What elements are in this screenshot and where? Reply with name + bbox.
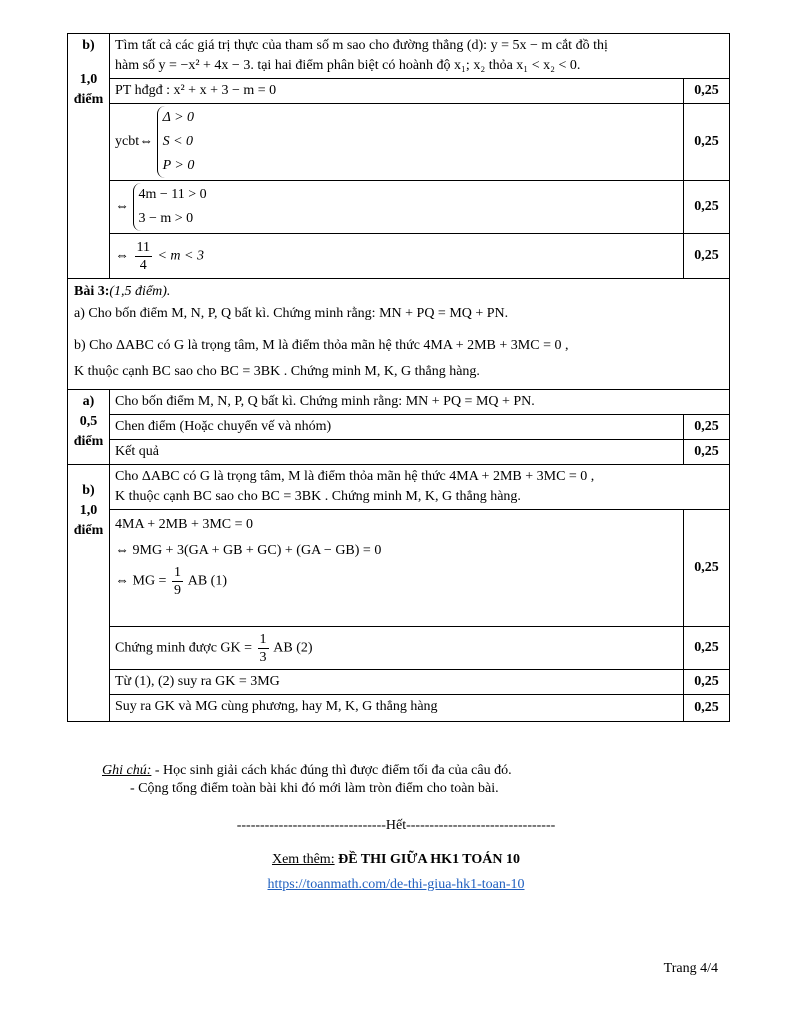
q2b-step4 — [110, 234, 684, 279]
bai3-part-b-line1: b) Cho ΔABC có G là trọng tâm, M là điểm thỏa mãn hệ thức 4MA + 2MB + 3MC = 0 , — [74, 338, 569, 353]
q3a-label: a) — [82, 394, 95, 409]
q2b-step3 — [110, 181, 684, 234]
q2b-step3-cond-2: 3 − m > 0 — [138, 211, 194, 226]
q3b-eq5: Từ (1), (2) suy ra GK = 3MG — [110, 670, 684, 695]
q2b-step2-system — [157, 106, 195, 178]
q3b-eq4-den: 3 — [259, 649, 267, 665]
q2b-step2-cond-1: Δ > 0 — [162, 110, 195, 125]
q2b-label: b) — [82, 38, 95, 53]
q3b-derivation — [110, 510, 684, 627]
q3a-step2: Kết quả — [110, 440, 684, 465]
footnote-line1 — [102, 762, 512, 780]
q3b-eq3-pre: ⇔ MG = — [115, 573, 167, 589]
page-number: Trang 4/4 — [663, 961, 718, 976]
q2b-step4-den: 4 — [139, 257, 147, 273]
q3b-label: b) — [82, 483, 95, 498]
q3a-step2-score: 0,25 — [683, 440, 729, 465]
q2b-step4-score: 0,25 — [683, 234, 729, 279]
bai3-part-a: a) Cho bốn điểm M, N, P, Q bất kì. Chứng minh rằng: MN + PQ = MQ + PN. — [74, 306, 509, 321]
q2b-step1: PT hđgđ : x² + x + 3 − m = 0 — [110, 79, 684, 104]
q3b-eq3-fraction — [172, 564, 183, 599]
q2b-points: 1,0 — [79, 72, 98, 87]
q3b-eq4-post: AB (2) — [273, 640, 313, 656]
q3b-eq4-pre: Chứng minh được GK = — [115, 640, 253, 656]
see-more — [0, 852, 792, 868]
q2b-step4-fraction — [135, 239, 152, 274]
q2b-problem-line1: Tìm tất cả các giá trị thực của tham số m sao cho đường thẳng (d): y = 5x − m cắt đồ thị — [115, 38, 608, 53]
q3b-eq4-score: 0,25 — [683, 627, 729, 670]
q3b-eq1: 4MA + 2MB + 3MC = 0 — [115, 517, 254, 532]
footnote-text1: - Học sinh giải cách khác đúng thì được điểm tối đa của câu đó. — [151, 763, 512, 778]
see-more-label: Xem thêm: — [271, 852, 335, 867]
footnote — [102, 762, 512, 798]
q3b-eq3-num: 1 — [173, 565, 181, 580]
bai3-statement — [68, 279, 730, 390]
bai3-title-bold: Bài 3: — [74, 284, 110, 299]
end-separator: --------------------------------Hết-------------------------------- — [236, 818, 556, 833]
q3b-statement-line2: K thuộc cạnh BC sao cho BC = 3BK . Chứng minh M, K, G thẳng hàng. — [115, 489, 521, 504]
q2b-step3-score: 0,25 — [683, 181, 729, 234]
q2b-step4-tail: < m < 3 — [157, 248, 204, 264]
q2b-step3-cond-1: 4m − 11 > 0 — [138, 187, 207, 202]
footnote-label: Ghi chú: — [102, 763, 152, 778]
q2b-step4-prefix: ⇔ — [115, 248, 129, 264]
answer-table — [67, 33, 730, 722]
q2b-problem-line2: hàm số y = −x² + 4x − 3. tại hai điểm phân biệt có hoành độ x₁; x₂ thỏa x₁ < x₂ < 0. — [115, 58, 581, 73]
see-more-title: ĐỀ THI GIỮA HK1 TOÁN 10 — [338, 852, 521, 867]
q3b-eq6-score: 0,25 — [683, 695, 729, 722]
q3b-eq4-fraction — [258, 631, 269, 666]
q2b-problem — [110, 34, 730, 79]
q3a-points-unit: điểm — [73, 434, 104, 449]
bai3-part-b-line2: K thuộc cạnh BC sao cho BC = 3BK . Chứng minh M, K, G thẳng hàng. — [74, 364, 480, 379]
q3b-statement-line1: Cho ΔABC có G là trọng tâm, M là điểm thỏa mãn hệ thức 4MA + 2MB + 3MC = 0 , — [115, 469, 595, 484]
bai3-title — [74, 281, 723, 303]
q3b-eq3-den: 9 — [173, 583, 181, 598]
q2b-step2-cond-2: S < 0 — [162, 134, 194, 149]
q2b-points-unit: điểm — [73, 92, 104, 107]
q2b-step2-prefix: ycbt⇔ — [115, 134, 154, 150]
q3b-eq3 — [115, 564, 678, 599]
see-more-link[interactable]: https://toanmath.com/de-thi-giua-hk1-toan-10 — [267, 877, 525, 892]
footnote-text2: - Cộng tổng điểm toàn bài khi đó mới làm tròn điểm cho toàn bài. — [130, 781, 499, 796]
q3b-eq6: Suy ra GK và MG cùng phương, hay M, K, G thẳng hàng — [110, 695, 684, 722]
q3b-eq4 — [110, 627, 684, 670]
q3b-label-cell — [68, 465, 110, 722]
q3b-eq3-post: AB (1) — [187, 573, 227, 589]
q2b-label-cell — [68, 34, 110, 279]
q3a-points: 0,5 — [79, 414, 98, 429]
q3b-points-unit: điểm — [73, 523, 104, 538]
q3b-eq2: ⇔ 9MG + 3(GA + GB + GC) + (GA − GB) = 0 — [115, 543, 382, 558]
q2b-step2-cond-3: P > 0 — [162, 158, 195, 173]
q3a-step1: Chen điểm (Hoặc chuyển vế và nhóm) — [110, 415, 684, 440]
q3b-eq4-num: 1 — [259, 631, 267, 647]
q2b-step2-score: 0,25 — [683, 104, 729, 181]
q2b-step2 — [110, 104, 684, 181]
q3b-eq5-score: 0,25 — [683, 670, 729, 695]
q3a-step1-score: 0,25 — [683, 415, 729, 440]
q3b-points: 1,0 — [79, 503, 98, 518]
q3b-statement — [110, 465, 730, 510]
bai3-title-rest: (1,5 điểm). — [109, 284, 171, 299]
q2b-step4-num: 11 — [136, 239, 150, 255]
q2b-step3-prefix: ⇔ — [115, 199, 129, 215]
q3b-derivation-score: 0,25 — [683, 510, 729, 627]
q2b-step1-score: 0,25 — [683, 79, 729, 104]
q3a-label-cell — [68, 390, 110, 465]
q2b-step3-system — [133, 183, 207, 231]
q3a-statement: Cho bốn điểm M, N, P, Q bất kì. Chứng minh rằng: MN + PQ = MQ + PN. — [110, 390, 730, 415]
